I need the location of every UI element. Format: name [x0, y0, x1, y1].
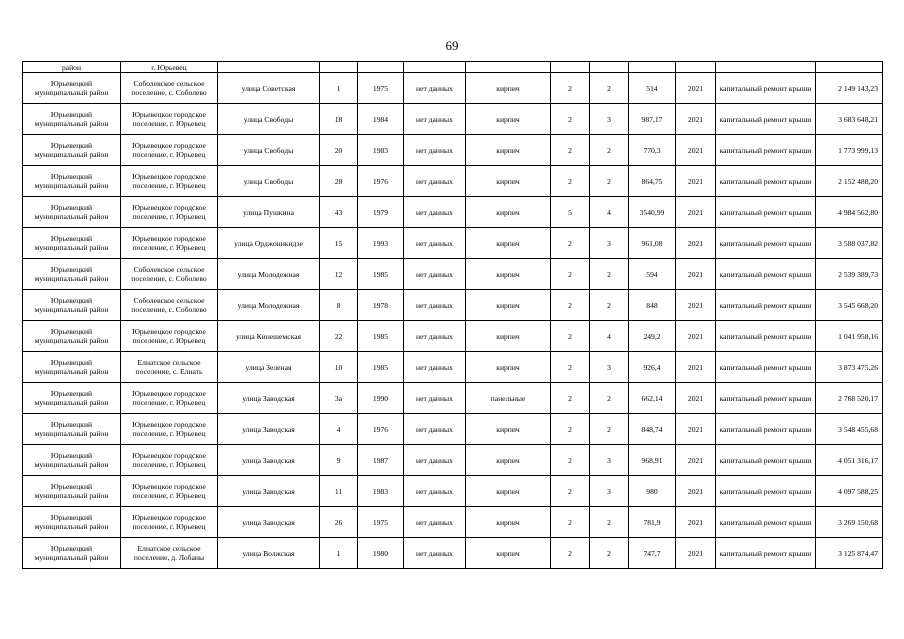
cell-entrances: 2 [590, 290, 629, 321]
cell-floors: 2 [551, 321, 590, 352]
cell-cost: 3 873 475,26 [816, 352, 883, 383]
cell-work-type: капитальный ремонт крыши [716, 166, 816, 197]
cell-entrances: 2 [590, 507, 629, 538]
cell-street: улица Свободы [218, 135, 320, 166]
cell-house-number: 4 [320, 414, 358, 445]
cell-year-built: 1985 [358, 352, 404, 383]
cell-year-built [358, 62, 404, 73]
cell-floors: 2 [551, 414, 590, 445]
cell-house-number: 18 [320, 104, 358, 135]
cell-settlement: Юрьевецкое городское поселение, г. Юрьевец [121, 166, 218, 197]
cell-repair-year: 2021 [676, 166, 716, 197]
cell-house-number: 1 [320, 73, 358, 104]
cell-street: улица Советская [218, 73, 320, 104]
cell-floors: 2 [551, 476, 590, 507]
cell-area [629, 62, 676, 73]
table-row [23, 538, 883, 569]
cell-cost: 2 149 143,23 [816, 73, 883, 104]
cell-wall-material: кирпич [466, 538, 551, 569]
cell-entrances: 3 [590, 352, 629, 383]
cell-cost: 1 041 958,16 [816, 321, 883, 352]
cell-settlement: Соболевское сельское поселение, с. Соболево [121, 290, 218, 321]
cell-area: 848,74 [629, 414, 676, 445]
cell-wall-material: кирпич [466, 166, 551, 197]
cell-entrances: 2 [590, 135, 629, 166]
cell-work-type: капитальный ремонт крыши [716, 414, 816, 445]
cell-year-commissioning: нет данных [404, 290, 466, 321]
cell-area: 3540,99 [629, 197, 676, 228]
cell-floors: 2 [551, 259, 590, 290]
cell-district: Юрьевецкий муниципальный район [23, 166, 121, 197]
cell-settlement: Юрьевецкое городское поселение, г. Юрьевец [121, 507, 218, 538]
cell-house-number: 26 [320, 507, 358, 538]
cell-cost: 3 545 668,20 [816, 290, 883, 321]
cell-settlement: Юрьевецкое городское поселение, г. Юрьевец [121, 197, 218, 228]
cell-year-commissioning [404, 62, 466, 73]
cell-wall-material [466, 62, 551, 73]
cell-wall-material: кирпич [466, 290, 551, 321]
cell-area: 781,9 [629, 507, 676, 538]
cell-year-built: 1983 [358, 135, 404, 166]
table-row [23, 507, 883, 538]
cell-house-number: 12 [320, 259, 358, 290]
cell-repair-year: 2021 [676, 197, 716, 228]
table-row-continued [23, 62, 883, 73]
cell-wall-material: кирпич [466, 476, 551, 507]
cell-repair-year: 2021 [676, 507, 716, 538]
cell-street: улица Свободы [218, 166, 320, 197]
cell-work-type: капитальный ремонт крыши [716, 259, 816, 290]
cell-wall-material: панельные [466, 383, 551, 414]
table-row [23, 73, 883, 104]
cell-floors: 2 [551, 73, 590, 104]
cell-cost [816, 62, 883, 73]
cell-district: Юрьевецкий муниципальный район [23, 197, 121, 228]
cell-house-number: 15 [320, 228, 358, 259]
cell-repair-year: 2021 [676, 73, 716, 104]
cell-floors: 2 [551, 166, 590, 197]
cell-street: улица Свободы [218, 104, 320, 135]
cell-settlement: Юрьевецкое городское поселение, г. Юрьевец [121, 445, 218, 476]
cell-house-number: 10 [320, 352, 358, 383]
cell-wall-material: кирпич [466, 445, 551, 476]
cell-repair-year: 2021 [676, 352, 716, 383]
cell-area: 961,08 [629, 228, 676, 259]
cell-floors: 2 [551, 104, 590, 135]
cell-work-type: капитальный ремонт крыши [716, 104, 816, 135]
cell-repair-year: 2021 [676, 414, 716, 445]
cell-house-number [320, 62, 358, 73]
cell-entrances: 3 [590, 476, 629, 507]
cell-area: 968,91 [629, 445, 676, 476]
cell-settlement: Елнатское сельское поселение, с. Елнать [121, 352, 218, 383]
cell-entrances: 2 [590, 538, 629, 569]
table-row [23, 383, 883, 414]
cell-year-commissioning: нет данных [404, 135, 466, 166]
cell-floors: 5 [551, 197, 590, 228]
cell-year-built: 1983 [358, 476, 404, 507]
cell-house-number: 11 [320, 476, 358, 507]
cell-area: 770,3 [629, 135, 676, 166]
table-row [23, 414, 883, 445]
cell-house-number: 1 [320, 538, 358, 569]
cell-floors: 2 [551, 383, 590, 414]
cell-floors: 2 [551, 228, 590, 259]
cell-cost: 4 051 316,17 [816, 445, 883, 476]
cell-house-number: 8 [320, 290, 358, 321]
cell-wall-material: кирпич [466, 197, 551, 228]
table-row [23, 197, 883, 228]
cell-work-type: капитальный ремонт крыши [716, 73, 816, 104]
cell-floors [551, 62, 590, 73]
cell-settlement: г. Юрьевец [121, 62, 218, 73]
cell-cost: 3 683 648,21 [816, 104, 883, 135]
cell-wall-material: кирпич [466, 414, 551, 445]
table-row [23, 228, 883, 259]
cell-street: улица Волжская [218, 538, 320, 569]
cell-year-built: 1975 [358, 73, 404, 104]
cell-street: улица Орджоникидзе [218, 228, 320, 259]
cell-street: улица Заводская [218, 414, 320, 445]
cell-area: 926,4 [629, 352, 676, 383]
cell-year-built: 1985 [358, 321, 404, 352]
cell-year-commissioning: нет данных [404, 476, 466, 507]
cell-area: 662,14 [629, 383, 676, 414]
cell-street: улица Заводская [218, 445, 320, 476]
cell-district: Юрьевецкий муниципальный район [23, 507, 121, 538]
cell-year-commissioning: нет данных [404, 104, 466, 135]
cell-street: улица Пушкина [218, 197, 320, 228]
cell-street: улица Молодежная [218, 259, 320, 290]
cell-entrances: 2 [590, 166, 629, 197]
cell-year-commissioning: нет данных [404, 414, 466, 445]
cell-floors: 2 [551, 352, 590, 383]
cell-repair-year: 2021 [676, 135, 716, 166]
cell-settlement: Юрьевецкое городское поселение, г. Юрьевец [121, 383, 218, 414]
cell-settlement: Юрьевецкое городское поселение, г. Юрьевец [121, 476, 218, 507]
cell-district: Юрьевецкий муниципальный район [23, 104, 121, 135]
cell-repair-year: 2021 [676, 383, 716, 414]
cell-area: 514 [629, 73, 676, 104]
cell-wall-material: кирпич [466, 228, 551, 259]
cell-cost: 3 125 874,47 [816, 538, 883, 569]
cell-year-commissioning: нет данных [404, 228, 466, 259]
cell-cost: 3 548 455,68 [816, 414, 883, 445]
cell-district: Юрьевецкий муниципальный район [23, 476, 121, 507]
cell-house-number: 43 [320, 197, 358, 228]
cell-settlement: Юрьевецкое городское поселение, г. Юрьевец [121, 104, 218, 135]
cell-house-number: 28 [320, 166, 358, 197]
cell-floors: 2 [551, 290, 590, 321]
cell-cost: 2 152 488,20 [816, 166, 883, 197]
cell-year-commissioning: нет данных [404, 538, 466, 569]
cell-work-type: капитальный ремонт крыши [716, 290, 816, 321]
cell-year-built: 1976 [358, 166, 404, 197]
cell-settlement: Соболевское сельское поселение, с. Соболево [121, 259, 218, 290]
cell-work-type: капитальный ремонт крыши [716, 445, 816, 476]
cell-settlement: Юрьевецкое городское поселение, г. Юрьевец [121, 228, 218, 259]
cell-area: 594 [629, 259, 676, 290]
cell-cost: 3 269 150,68 [816, 507, 883, 538]
cell-district: Юрьевецкий муниципальный район [23, 135, 121, 166]
cell-floors: 2 [551, 538, 590, 569]
cell-work-type [716, 62, 816, 73]
cell-settlement: Юрьевецкое городское поселение, г. Юрьевец [121, 321, 218, 352]
cell-cost: 2 539 389,73 [816, 259, 883, 290]
cell-repair-year: 2021 [676, 259, 716, 290]
cell-house-number: 9 [320, 445, 358, 476]
cell-repair-year: 2021 [676, 104, 716, 135]
cell-year-built: 1990 [358, 383, 404, 414]
cell-wall-material: кирпич [466, 507, 551, 538]
cell-year-commissioning: нет данных [404, 321, 466, 352]
cell-entrances: 3 [590, 104, 629, 135]
cell-street: улица Зеленая [218, 352, 320, 383]
cell-year-commissioning: нет данных [404, 197, 466, 228]
cell-work-type: капитальный ремонт крыши [716, 352, 816, 383]
cell-street [218, 62, 320, 73]
cell-repair-year: 2021 [676, 538, 716, 569]
cell-year-built: 1980 [358, 538, 404, 569]
cell-settlement: Юрьевецкое городское поселение, г. Юрьевец [121, 135, 218, 166]
cell-district: Юрьевецкий муниципальный район [23, 259, 121, 290]
cell-work-type: капитальный ремонт крыши [716, 476, 816, 507]
cell-cost: 4 097 588,25 [816, 476, 883, 507]
table-body [23, 62, 883, 569]
cell-year-commissioning: нет данных [404, 445, 466, 476]
cell-wall-material: кирпич [466, 321, 551, 352]
cell-year-commissioning: нет данных [404, 73, 466, 104]
table-row [23, 104, 883, 135]
cell-repair-year: 2021 [676, 228, 716, 259]
cell-work-type: капитальный ремонт крыши [716, 321, 816, 352]
cell-entrances [590, 62, 629, 73]
cell-year-built: 1978 [358, 290, 404, 321]
page-number: 69 [445, 38, 459, 53]
cell-house-number: 22 [320, 321, 358, 352]
cell-area: 980 [629, 476, 676, 507]
cell-year-built: 1976 [358, 414, 404, 445]
cell-wall-material: кирпич [466, 104, 551, 135]
cell-entrances: 3 [590, 445, 629, 476]
cell-entrances: 2 [590, 414, 629, 445]
cell-district: Юрьевецкий муниципальный район [23, 290, 121, 321]
cell-street: улица Заводская [218, 507, 320, 538]
cell-wall-material: кирпич [466, 73, 551, 104]
cell-district: Юрьевецкий муниципальный район [23, 352, 121, 383]
cell-entrances: 4 [590, 321, 629, 352]
cell-house-number: 3а [320, 383, 358, 414]
cell-wall-material: кирпич [466, 259, 551, 290]
table-row [23, 476, 883, 507]
cell-area: 864,75 [629, 166, 676, 197]
cell-repair-year [676, 62, 716, 73]
table-row [23, 321, 883, 352]
cell-repair-year: 2021 [676, 321, 716, 352]
cell-entrances: 3 [590, 228, 629, 259]
cell-entrances: 2 [590, 73, 629, 104]
cell-repair-year: 2021 [676, 476, 716, 507]
cell-year-commissioning: нет данных [404, 166, 466, 197]
cell-year-built: 1985 [358, 259, 404, 290]
table-row [23, 259, 883, 290]
cell-district: Юрьевецкий муниципальный район [23, 73, 121, 104]
cell-district: Юрьевецкий муниципальный район [23, 383, 121, 414]
cell-floors: 2 [551, 135, 590, 166]
cell-district: район [23, 62, 121, 73]
cell-work-type: капитальный ремонт крыши [716, 507, 816, 538]
cell-house-number: 20 [320, 135, 358, 166]
cell-year-commissioning: нет данных [404, 507, 466, 538]
cell-settlement: Юрьевецкое городское поселение, г. Юрьевец [121, 414, 218, 445]
cell-wall-material: кирпич [466, 352, 551, 383]
cell-cost: 4 984 562,80 [816, 197, 883, 228]
cell-work-type: капитальный ремонт крыши [716, 538, 816, 569]
table-row [23, 445, 883, 476]
cell-settlement: Соболевское сельское поселение, с. Соболево [121, 73, 218, 104]
cell-area: 848 [629, 290, 676, 321]
cell-work-type: капитальный ремонт крыши [716, 228, 816, 259]
cell-repair-year: 2021 [676, 445, 716, 476]
cell-year-built: 1984 [358, 104, 404, 135]
table-row [23, 166, 883, 197]
cell-cost: 1 773 999,13 [816, 135, 883, 166]
cell-cost: 2 768 520,17 [816, 383, 883, 414]
cell-year-commissioning: нет данных [404, 259, 466, 290]
cell-area: 249,2 [629, 321, 676, 352]
cell-district: Юрьевецкий муниципальный район [23, 228, 121, 259]
cell-entrances: 4 [590, 197, 629, 228]
cell-district: Юрьевецкий муниципальный район [23, 538, 121, 569]
table-row [23, 352, 883, 383]
cell-work-type: капитальный ремонт крыши [716, 197, 816, 228]
cell-area: 747,7 [629, 538, 676, 569]
cell-district: Юрьевецкий муниципальный район [23, 321, 121, 352]
cell-settlement: Елнатское сельское поселение, д. Лобаны [121, 538, 218, 569]
cell-district: Юрьевецкий муниципальный район [23, 414, 121, 445]
cell-district: Юрьевецкий муниципальный район [23, 445, 121, 476]
cell-floors: 2 [551, 507, 590, 538]
table-row [23, 290, 883, 321]
cell-year-built: 1975 [358, 507, 404, 538]
cell-year-commissioning: нет данных [404, 352, 466, 383]
cell-year-built: 1993 [358, 228, 404, 259]
cell-area: 987,17 [629, 104, 676, 135]
cell-year-built: 1987 [358, 445, 404, 476]
cell-year-built: 1979 [358, 197, 404, 228]
cell-street: улица Заводская [218, 383, 320, 414]
cell-street: улица Молодежная [218, 290, 320, 321]
table-row [23, 135, 883, 166]
cell-floors: 2 [551, 445, 590, 476]
cell-work-type: капитальный ремонт крыши [716, 383, 816, 414]
cell-wall-material: кирпич [466, 135, 551, 166]
capital-repair-table [22, 61, 883, 569]
cell-entrances: 2 [590, 383, 629, 414]
cell-street: улица Кинешемская [218, 321, 320, 352]
cell-year-commissioning: нет данных [404, 383, 466, 414]
cell-work-type: капитальный ремонт крыши [716, 135, 816, 166]
cell-street: улица Заводская [218, 476, 320, 507]
cell-entrances: 2 [590, 259, 629, 290]
cell-repair-year: 2021 [676, 290, 716, 321]
cell-cost: 3 588 037,82 [816, 228, 883, 259]
